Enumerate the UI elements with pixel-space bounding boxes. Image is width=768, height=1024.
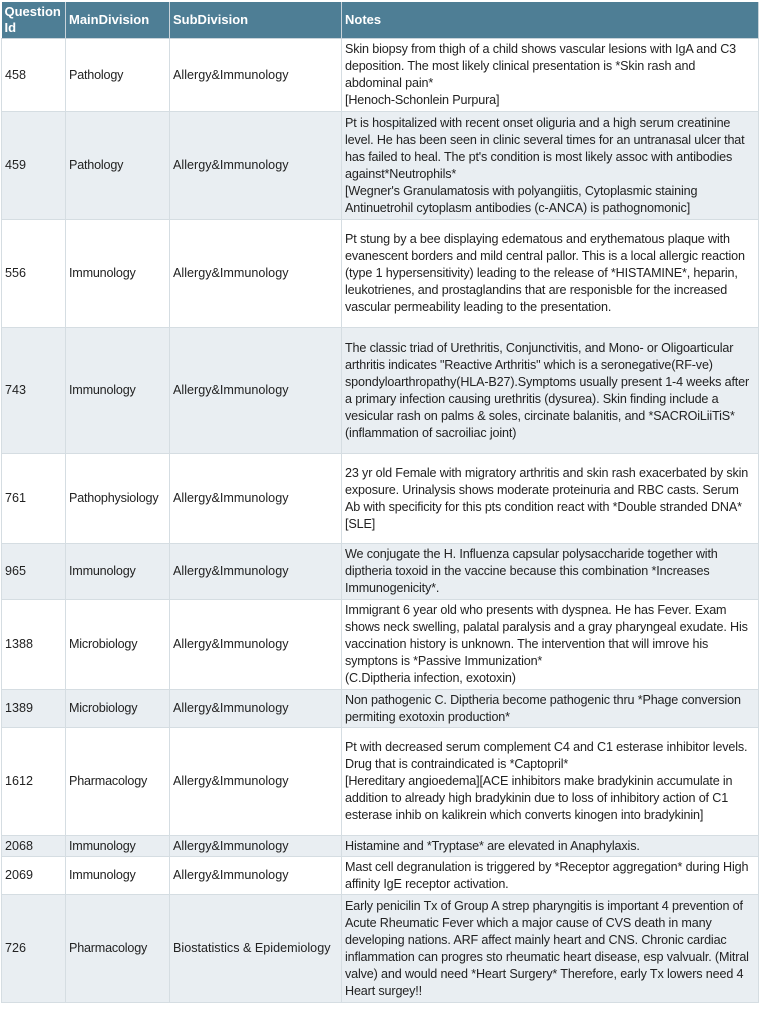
sub-division-cell: Allergy&Immunology — [170, 690, 342, 728]
table-row[interactable] — [2, 112, 759, 220]
question-id-cell: 743 — [2, 328, 66, 454]
question-id-cell: 761 — [2, 454, 66, 544]
table-row[interactable] — [2, 454, 759, 544]
notes-cell: Pt is hospitalized with recent onset oliguria and a high serum creatinine level. He has been seen in clinic several times for an untranasal ulcer that has failed to heal. The pt's condition is most likely assoc with antibodies against*Neutrophils* [Wegner's Granulamatosis with polyangiitis, Cytoplasmic staining Antinuetrohil cytoplasm antibodies (c-ANCA) is pathognomonic] — [342, 112, 759, 220]
table-row[interactable] — [2, 690, 759, 728]
question-id-cell: 556 — [2, 220, 66, 328]
main-division-cell: Pathology — [66, 39, 170, 112]
table-row[interactable] — [2, 895, 759, 1003]
question-id-cell: 965 — [2, 544, 66, 600]
table-row[interactable] — [2, 544, 759, 600]
main-division-cell: Pharmacology — [66, 895, 170, 1003]
main-division-cell: Immunology — [66, 544, 170, 600]
table-row[interactable] — [2, 328, 759, 454]
sub-division-cell: Biostatistics & Epidemiology — [170, 895, 342, 1003]
notes-cell: Immigrant 6 year old who presents with dyspnea. He has Fever. Exam shows neck swelling, palatal paralysis and a gray pharyngeal exudate. His vaccination history is unknown. The intervention that will imrove his symptons is *Passive Immunization* (C.Diptheria infection, exotoxin) — [342, 600, 759, 690]
notes-cell: Mast cell degranulation is triggered by *Receptor aggregation* during High affinity IgE receptor activation. — [342, 857, 759, 895]
main-division-cell: Immunology — [66, 857, 170, 895]
sub-division-cell: Allergy&Immunology — [170, 836, 342, 857]
table-row[interactable] — [2, 39, 759, 112]
sub-division-cell: Allergy&Immunology — [170, 220, 342, 328]
question-id-cell: 726 — [2, 895, 66, 1003]
sub-division-cell: Allergy&Immunology — [170, 39, 342, 112]
notes-cell: Histamine and *Tryptase* are elevated in Anaphylaxis. — [342, 836, 759, 857]
questions-table — [1, 2, 759, 1003]
header-row — [2, 2, 759, 39]
question-id-cell: 2069 — [2, 857, 66, 895]
sub-division-cell: Allergy&Immunology — [170, 857, 342, 895]
main-division-cell: Pathophysiology — [66, 454, 170, 544]
question-id-cell: 459 — [2, 112, 66, 220]
table-row[interactable] — [2, 728, 759, 836]
notes-cell: 23 yr old Female with migratory arthritis and skin rash exacerbated by skin exposure. Urinalysis shows moderate proteinuria and RBC casts. Serum Ab with specificity for this pts condition react with *Double stranded DNA* [SLE] — [342, 454, 759, 544]
notes-cell: Pt with decreased serum complement C4 and C1 esterase inhibitor levels. Drug that is contraindicated is *Captopril* [Hereditary angioedema][ACE inhibitors make bradykinin accumulate in addition to already high bradykinin due to loss of inhibitory action of C1 esterase inhib on kalikrein which converts kinogen into bradykinin] — [342, 728, 759, 836]
sub-division-cell: Allergy&Immunology — [170, 728, 342, 836]
table-row[interactable] — [2, 600, 759, 690]
notes-cell: Non pathogenic C. Diptheria become pathogenic thru *Phage conversion permiting exotoxin production* — [342, 690, 759, 728]
table-row[interactable] — [2, 836, 759, 857]
question-id-cell: 1389 — [2, 690, 66, 728]
main-division-cell: Immunology — [66, 836, 170, 857]
main-division-cell: Immunology — [66, 220, 170, 328]
table-row[interactable] — [2, 220, 759, 328]
header-sub-division[interactable]: SubDivision — [170, 2, 342, 39]
main-division-cell: Pathology — [66, 112, 170, 220]
notes-cell: Early penicilin Tx of Group A strep pharyngitis is important 4 prevention of Acute Rheumatic Fever which a major cause of CVS death in many developing nations. ARF affect mainly heart and CNS. Chronic cardiac inflammation can progres sto rheumatic heart disease, esp valvualr. (Mitral valve) and would need *Heart Surgery* Therefore, early Tx lowers need 4 Heart surgey!! — [342, 895, 759, 1003]
header-question-id[interactable]: Question Id — [2, 2, 66, 39]
question-id-cell: 458 — [2, 39, 66, 112]
main-division-cell: Microbiology — [66, 690, 170, 728]
notes-cell: Skin biopsy from thigh of a child shows vascular lesions with IgA and C3 deposition. The most likely clinical presentation is *Skin rash and abdominal pain* [Henoch-Schonlein Purpura] — [342, 39, 759, 112]
notes-cell: The classic triad of Urethritis, Conjunctivitis, and Mono- or Oligoarticular arthritis indicates "Reactive Arthritis" which is a seronegative(RF-ve) spondyloarthropathy(HLA-B27).Symptoms usually present 1-4 weeks after a primary infection causing urethritis (dysurea). Skin finding include a vesicular rash on palms & soles, circinate balanitis, and *SACROiLiiTiS* (inflammation of sacroiliac joint) — [342, 328, 759, 454]
sub-division-cell: Allergy&Immunology — [170, 454, 342, 544]
header-main-division[interactable]: MainDivision — [66, 2, 170, 39]
notes-cell: We conjugate the H. Influenza capsular polysaccharide together with diptheria toxoid in the vaccine because this combination *Increases Immunogenicity*. — [342, 544, 759, 600]
question-id-cell: 1388 — [2, 600, 66, 690]
notes-cell: Pt stung by a bee displaying edematous and erythematous plaque with evanescent borders and mild central pallor. This is a local allergic reaction (type 1 hypersensitivity) leading to the release of *HISTAMINE*, heparin, leukotrienes, and prostaglandins that are responisble for the increased vascular permeability leading to the presentation. — [342, 220, 759, 328]
main-division-cell: Immunology — [66, 328, 170, 454]
sub-division-cell: Allergy&Immunology — [170, 328, 342, 454]
sub-division-cell: Allergy&Immunology — [170, 112, 342, 220]
main-division-cell: Microbiology — [66, 600, 170, 690]
main-division-cell: Pharmacology — [66, 728, 170, 836]
header-notes[interactable]: Notes — [342, 2, 759, 39]
sub-division-cell: Allergy&Immunology — [170, 544, 342, 600]
sub-division-cell: Allergy&Immunology — [170, 600, 342, 690]
question-id-cell: 1612 — [2, 728, 66, 836]
question-id-cell: 2068 — [2, 836, 66, 857]
table-row[interactable] — [2, 857, 759, 895]
